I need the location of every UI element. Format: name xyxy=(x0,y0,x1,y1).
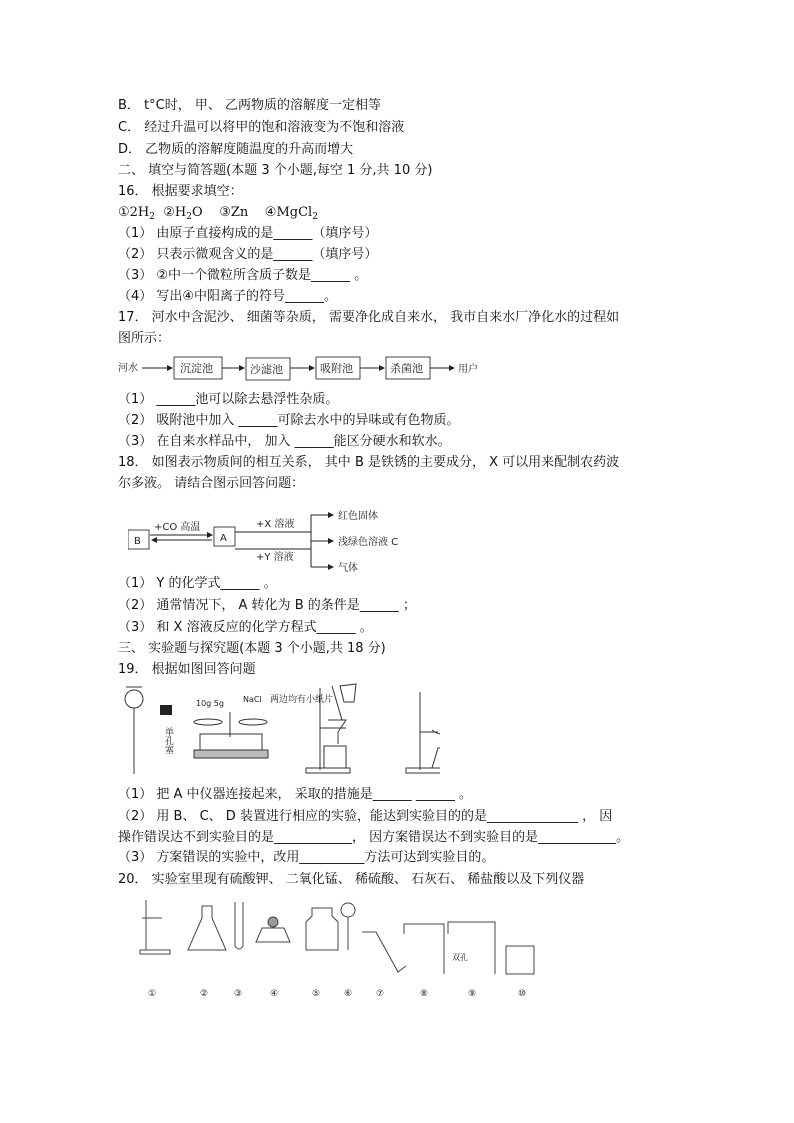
flow-box: 沙滤池 xyxy=(250,363,283,376)
double-hole-label: 双孔 xyxy=(452,953,468,962)
question-20: 20． 实验室里现有硫酸钾、 二氧化锰、 稀硫酸、 石灰石、 稀盐酸以及下列仪器 xyxy=(118,872,585,887)
weights-label: 10g 5g xyxy=(196,699,224,708)
question-17: 17． 河水中含泥沙、 细菌等杂质， 需要净化成自来水， 我市自来水厂净化水的过程如 xyxy=(118,310,620,325)
q19-part2-cont: 操作错误达不到实验目的是____________， 因方案错误达不到实验目的是____________。 xyxy=(118,830,630,845)
flow-end: 用户 xyxy=(458,364,478,375)
apparatus-label: ④ xyxy=(270,989,279,999)
water-purification-flow xyxy=(118,354,498,382)
q19-part1: （1） 把 A 中仪器连接起来， 采取的措施是______ ______ 。 xyxy=(118,787,472,802)
alcohol-lamp-icon xyxy=(256,917,290,942)
q19-apparatus-figure xyxy=(120,682,440,778)
subscript: 2 xyxy=(312,212,318,222)
option-d: D． 乙物质的溶解度随温度的升高而增大 xyxy=(118,142,354,157)
subscript: 2 xyxy=(149,212,155,222)
long-neck-funnel-icon xyxy=(341,903,355,950)
conical-flask-icon xyxy=(188,906,226,950)
q16-part4: （4） 写出④中阳离子的符号______。 xyxy=(118,289,338,304)
q16-part2: （2） 只表示微观含义的是______（填序号） xyxy=(118,247,378,262)
q17-part1: （1） ______池可以除去悬浮性杂质。 xyxy=(118,392,339,407)
question-18: 18． 如图表示物质间的相互关系， 其中 B 是铁锈的主要成分， X 可以用来配制农药波 xyxy=(118,455,620,470)
double-hole-stopper-tube-icon xyxy=(448,922,495,974)
apparatus-label: ⑨ xyxy=(468,989,477,999)
balance-icon xyxy=(194,712,268,758)
apparatus-label: ⑦ xyxy=(376,989,385,999)
question-17-cont: 图所示： xyxy=(118,331,171,346)
flow-box: 杀菌池 xyxy=(390,362,423,375)
apparatus-label: ⑩ xyxy=(518,989,527,999)
option-c: C． 经过升温可以将甲的饱和溶液变为不饱和溶液 xyxy=(118,120,405,135)
apparatus-label: ⑤ xyxy=(312,989,321,999)
subscript: 2 xyxy=(186,212,192,222)
apparatus-label: ① xyxy=(148,989,157,999)
q16-formulas xyxy=(118,205,318,225)
label-x: +X 溶液 xyxy=(256,519,295,530)
q19-part3: （3） 方案错误的实验中，改用__________方法可达到实验目的。 xyxy=(118,850,495,865)
gas-bottle-icon xyxy=(306,908,338,950)
option-b: B． t°C时， 甲、 乙两物质的溶解度一定相等 xyxy=(118,98,381,113)
apparatus-label: ⑧ xyxy=(420,989,429,999)
evaporation-apparatus-icon xyxy=(406,692,440,773)
product-3: 气体 xyxy=(338,563,358,572)
apparatus-label: ⑥ xyxy=(344,989,353,999)
product-1: 红色固体 xyxy=(338,511,378,522)
formula-2b: O xyxy=(192,205,203,220)
flow-start: 河水 xyxy=(118,363,138,374)
apparatus-label: ② xyxy=(200,989,209,999)
bent-tube-icon xyxy=(362,932,406,972)
node-a: A xyxy=(220,533,227,544)
q18-part1: （1） Y 的化学式______ 。 xyxy=(118,576,277,591)
nacl-label: NaCl xyxy=(243,695,262,704)
stopper-label: 单孔塞 xyxy=(163,727,173,754)
section-3-heading: 三、 实验题与探究题(本题 3 个小题,共 18 分) xyxy=(118,641,386,656)
flow-box: 吸附池 xyxy=(320,362,353,375)
funnel-dropper-icon xyxy=(125,687,143,774)
apparatus-label: ③ xyxy=(234,989,243,999)
formula-3: ③Zn xyxy=(219,205,249,220)
q17-part3: （3） 在自来水样品中， 加入 ______能区分硬水和软水。 xyxy=(118,434,451,449)
test-tube-icon xyxy=(235,902,243,949)
formula-2: ②H xyxy=(163,205,187,220)
water-trough-icon xyxy=(506,946,534,974)
q20-apparatus-figure xyxy=(136,898,536,1002)
q16-part1: （1） 由原子直接构成的是______（填序号） xyxy=(118,226,378,241)
paper-label: 两边均有小纸片 xyxy=(270,695,334,705)
q17-part2: （2） 吸附池中加入 ______可除去水中的异味或有色物质。 xyxy=(118,413,460,428)
single-hole-stopper-tube-icon xyxy=(404,924,444,974)
label-co: +CO 高温 xyxy=(154,522,201,533)
formula-4: ④MgCl xyxy=(264,205,313,220)
q16-part3: （3） ②中一个微粒所含质子数是______ 。 xyxy=(118,268,368,283)
node-b: B xyxy=(134,536,141,547)
question-18-cont: 尔多液。 请结合图示回答问题： xyxy=(118,476,305,491)
q19-part2: （2） 用 B、 C、 D 装置进行相应的实验，能达到实验目的的是______________ ， 因 xyxy=(118,809,613,824)
product-2: 浅绿色溶液 C xyxy=(338,537,399,548)
formula-1: ①2H xyxy=(118,205,150,220)
question-19: 19． 根据如图回答问题 xyxy=(118,662,256,677)
flow-box: 沉淀池 xyxy=(180,362,213,375)
q18-part2: （2） 通常情况下， A 转化为 B 的条件是______ ； xyxy=(118,598,416,613)
iron-stand-icon xyxy=(140,900,170,954)
substance-relation-diagram xyxy=(128,502,428,572)
question-16: 16． 根据要求填空： xyxy=(118,184,243,199)
q18-part3: （3） 和 X 溶液反应的化学方程式______ 。 xyxy=(118,620,373,635)
stopper-icon xyxy=(160,705,172,715)
section-2-heading: 二、 填空与简答题(本题 3 个小题,每空 1 分,共 10 分) xyxy=(118,163,433,178)
label-y: +Y 溶液 xyxy=(256,552,294,563)
